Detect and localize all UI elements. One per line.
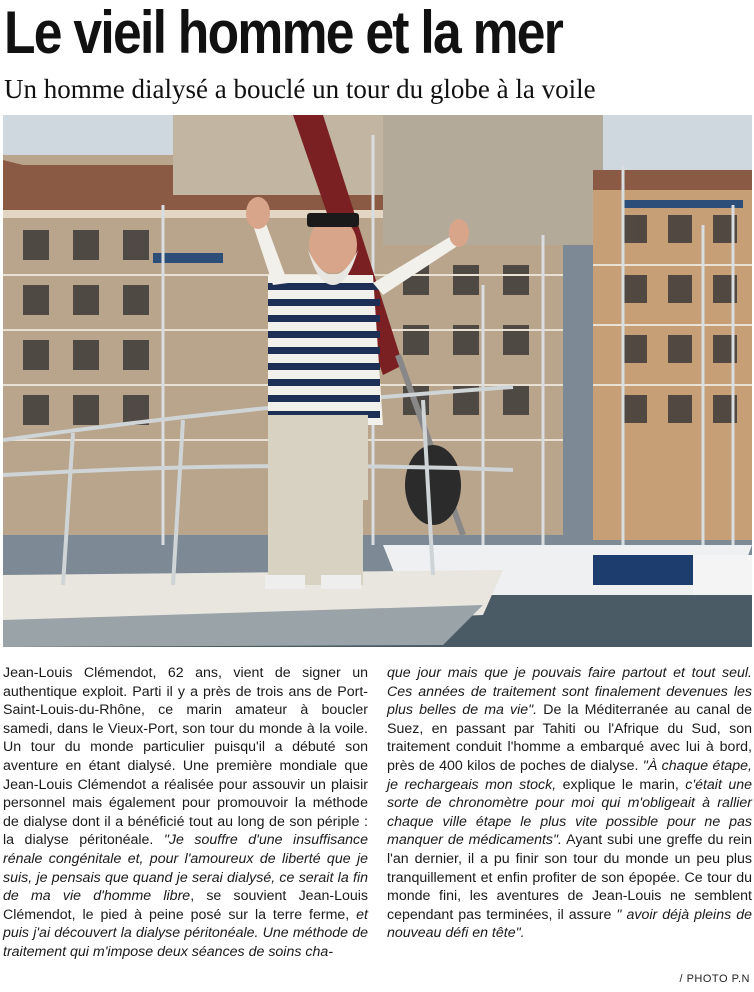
- subheadline: Un homme dialysé a bouclé un tour du globe à la voile: [4, 74, 596, 104]
- article-column-2: [387, 664, 752, 943]
- article-photo: [3, 115, 752, 647]
- article-paragraph: [387, 664, 752, 943]
- body-text: explique le marin,: [556, 776, 686, 793]
- body-text: De la Méditerranée au canal de Suez, en passant par Tahiti ou l'Afrique du Sud, son traitement conduit l'homme a embarqué avec lui à bord, près de 400 kilos de poches de dialyse.: [387, 702, 753, 774]
- body-text: Jean-Louis Clémendot, 62 ans, vient de signer un authentique exploit. Parti il y a près de trois ans de Port-Saint-Louis-du-Rhône, ce marin amateur à boucler samedi, dans le Vieux-Port, son tour du monde à la voile. Un tour du monde particulier puisqu'il a débuté son aventure en étant dialysé. Une première mondiale que Jean-Louis Clémendot a réalisée pour assouvir un plaisir personnel mais également pour promouvoir la méthode de dialyse dont il a bénéficié tout au long de son périple : la dialyse péritonéale.: [3, 665, 368, 849]
- photo-credit: / PHOTO P.N: [679, 973, 750, 985]
- sailor-on-boat-illustration: [3, 115, 752, 647]
- quote: "À chaque étape, je rechargeais mon stock,: [387, 757, 753, 793]
- article-paragraph: [3, 664, 368, 962]
- quote: " avoir déjà pleins de nouveau défi en tête".: [387, 906, 752, 942]
- quote: "Je souffre d'une insuffisance rénale congénitale et, pour l'amoureux de liberté que je suis, je pensais que quand je serai dialysé, ce serait la fin de ma vie d'homme libre: [3, 832, 368, 905]
- article-column-1: [3, 664, 368, 962]
- headline: Le vieil homme et la mer: [4, 0, 563, 66]
- quote: et puis j'ai découvert la dialyse péritonéale. Une méthode de traitement qui m'impose deux séances de soins cha-: [3, 906, 368, 960]
- quote: que jour mais que je pouvais faire partout et tout seul. Ces années de traitement sont finalement devenues les plus belles de ma vie".: [387, 665, 752, 719]
- body-text: Ayant subi une greffe du rein l'an dernier, il a pu finir son tour du monde un peu plus tranquillement et enfin profiter de son épopée. Ce tour du monde fini, les aventures de Jean-Louis ne semblent cependant pas terminées, il assure: [387, 832, 752, 923]
- quote: c'était une sorte de chronomètre pour moi qui m'obligeait à rallier chaque ville étape le plus vite possible pour ne pas manquer de médicaments".: [387, 776, 753, 849]
- body-text: , se souvient Jean-Louis Clémendot, le pied à peine posé sur la terre ferme,: [3, 888, 368, 923]
